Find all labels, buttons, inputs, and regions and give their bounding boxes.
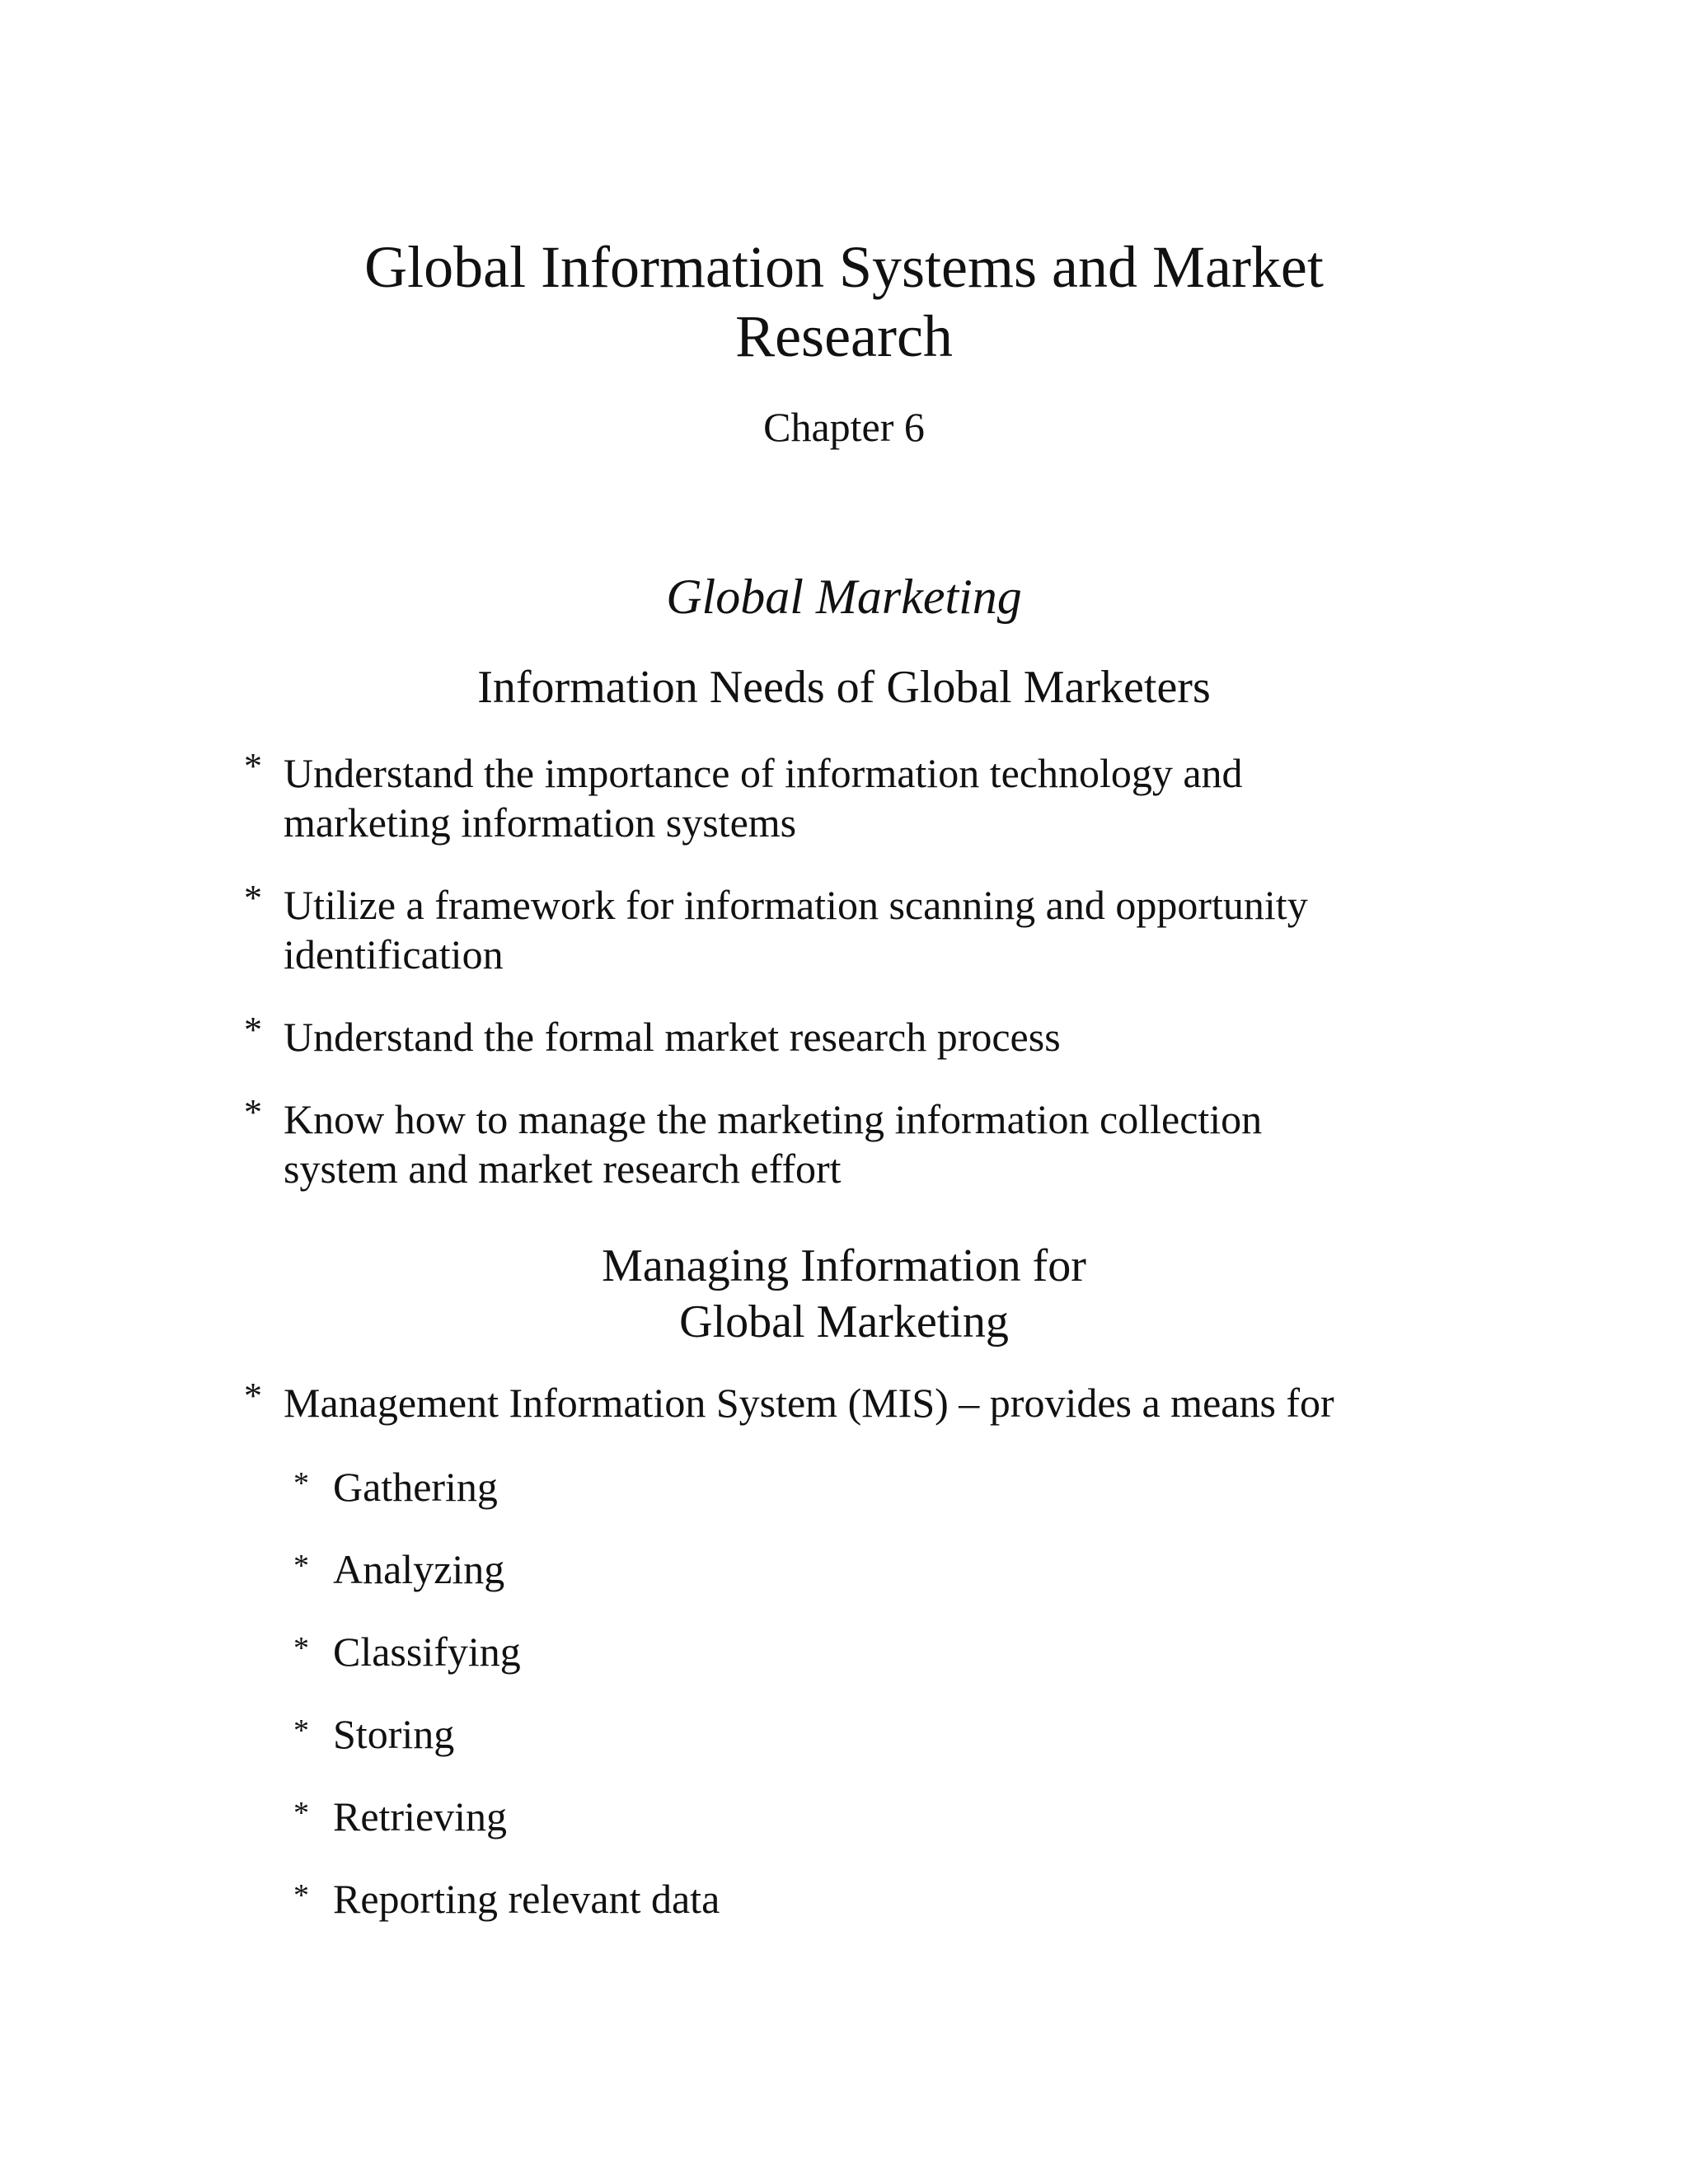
list-item-text: marketing information systems xyxy=(284,799,797,846)
bullet-star-icon: * xyxy=(293,1796,309,1830)
bullet-star-icon: * xyxy=(293,1549,309,1583)
section-heading-line-1: Managing Information for xyxy=(602,1240,1086,1291)
chapter-label: Chapter 6 xyxy=(763,404,925,450)
list-item xyxy=(244,1012,1464,1062)
subtitle: Global Marketing xyxy=(666,569,1022,624)
bullet-star-icon: * xyxy=(293,1713,309,1748)
list-item xyxy=(293,1544,1282,1594)
bullet-star-icon: * xyxy=(244,746,262,786)
information-needs-list xyxy=(244,748,1464,1226)
list-item xyxy=(244,1094,1464,1193)
list-item-text: system and market research effort xyxy=(284,1146,842,1192)
bullet-star-icon: * xyxy=(293,1878,309,1913)
list-item-text: Storing xyxy=(333,1711,455,1757)
list-item-text: Management Information System (MIS) – provides a means for xyxy=(284,1380,1334,1426)
section-heading-information-needs: Information Needs of Global Marketers xyxy=(477,662,1211,713)
bullet-star-icon: * xyxy=(244,1010,262,1050)
list-item-text: Gathering xyxy=(333,1464,498,1510)
bullet-star-icon: * xyxy=(244,878,262,918)
list-item xyxy=(293,1874,1282,1924)
list-item-text: Classifying xyxy=(333,1629,521,1675)
mis-list xyxy=(244,1378,1480,1427)
list-item-text: Reporting relevant data xyxy=(333,1876,720,1922)
list-item-text: Understand the formal market research process xyxy=(284,1014,1061,1060)
list-item-text: Understand the importance of information technology and xyxy=(284,750,1243,796)
list-item-text: Analyzing xyxy=(333,1546,505,1592)
list-item xyxy=(293,1462,1282,1511)
title-line-1: Global Information Systems and Market xyxy=(364,234,1324,300)
mis-subitems-list xyxy=(293,1462,1282,1957)
list-item xyxy=(244,880,1464,979)
bullet-star-icon: * xyxy=(244,1092,262,1132)
bullet-star-icon: * xyxy=(244,1376,262,1416)
page-title xyxy=(0,232,1688,371)
list-item xyxy=(244,748,1464,847)
title-line-2: Research xyxy=(735,303,953,369)
bullet-star-icon: * xyxy=(293,1466,309,1501)
section-heading-line-2: Global Marketing xyxy=(679,1296,1009,1347)
list-item-text: Utilize a framework for information scanning and opportunity xyxy=(284,882,1308,928)
list-item xyxy=(293,1709,1282,1759)
list-item-text: identification xyxy=(284,931,504,977)
section-heading-managing-information xyxy=(0,1238,1688,1350)
list-item xyxy=(293,1627,1282,1676)
list-item xyxy=(244,1378,1480,1427)
list-item xyxy=(293,1792,1282,1841)
list-item-text: Know how to manage the marketing information collection xyxy=(284,1096,1263,1142)
bullet-star-icon: * xyxy=(293,1631,309,1666)
list-item-text: Retrieving xyxy=(333,1793,508,1840)
